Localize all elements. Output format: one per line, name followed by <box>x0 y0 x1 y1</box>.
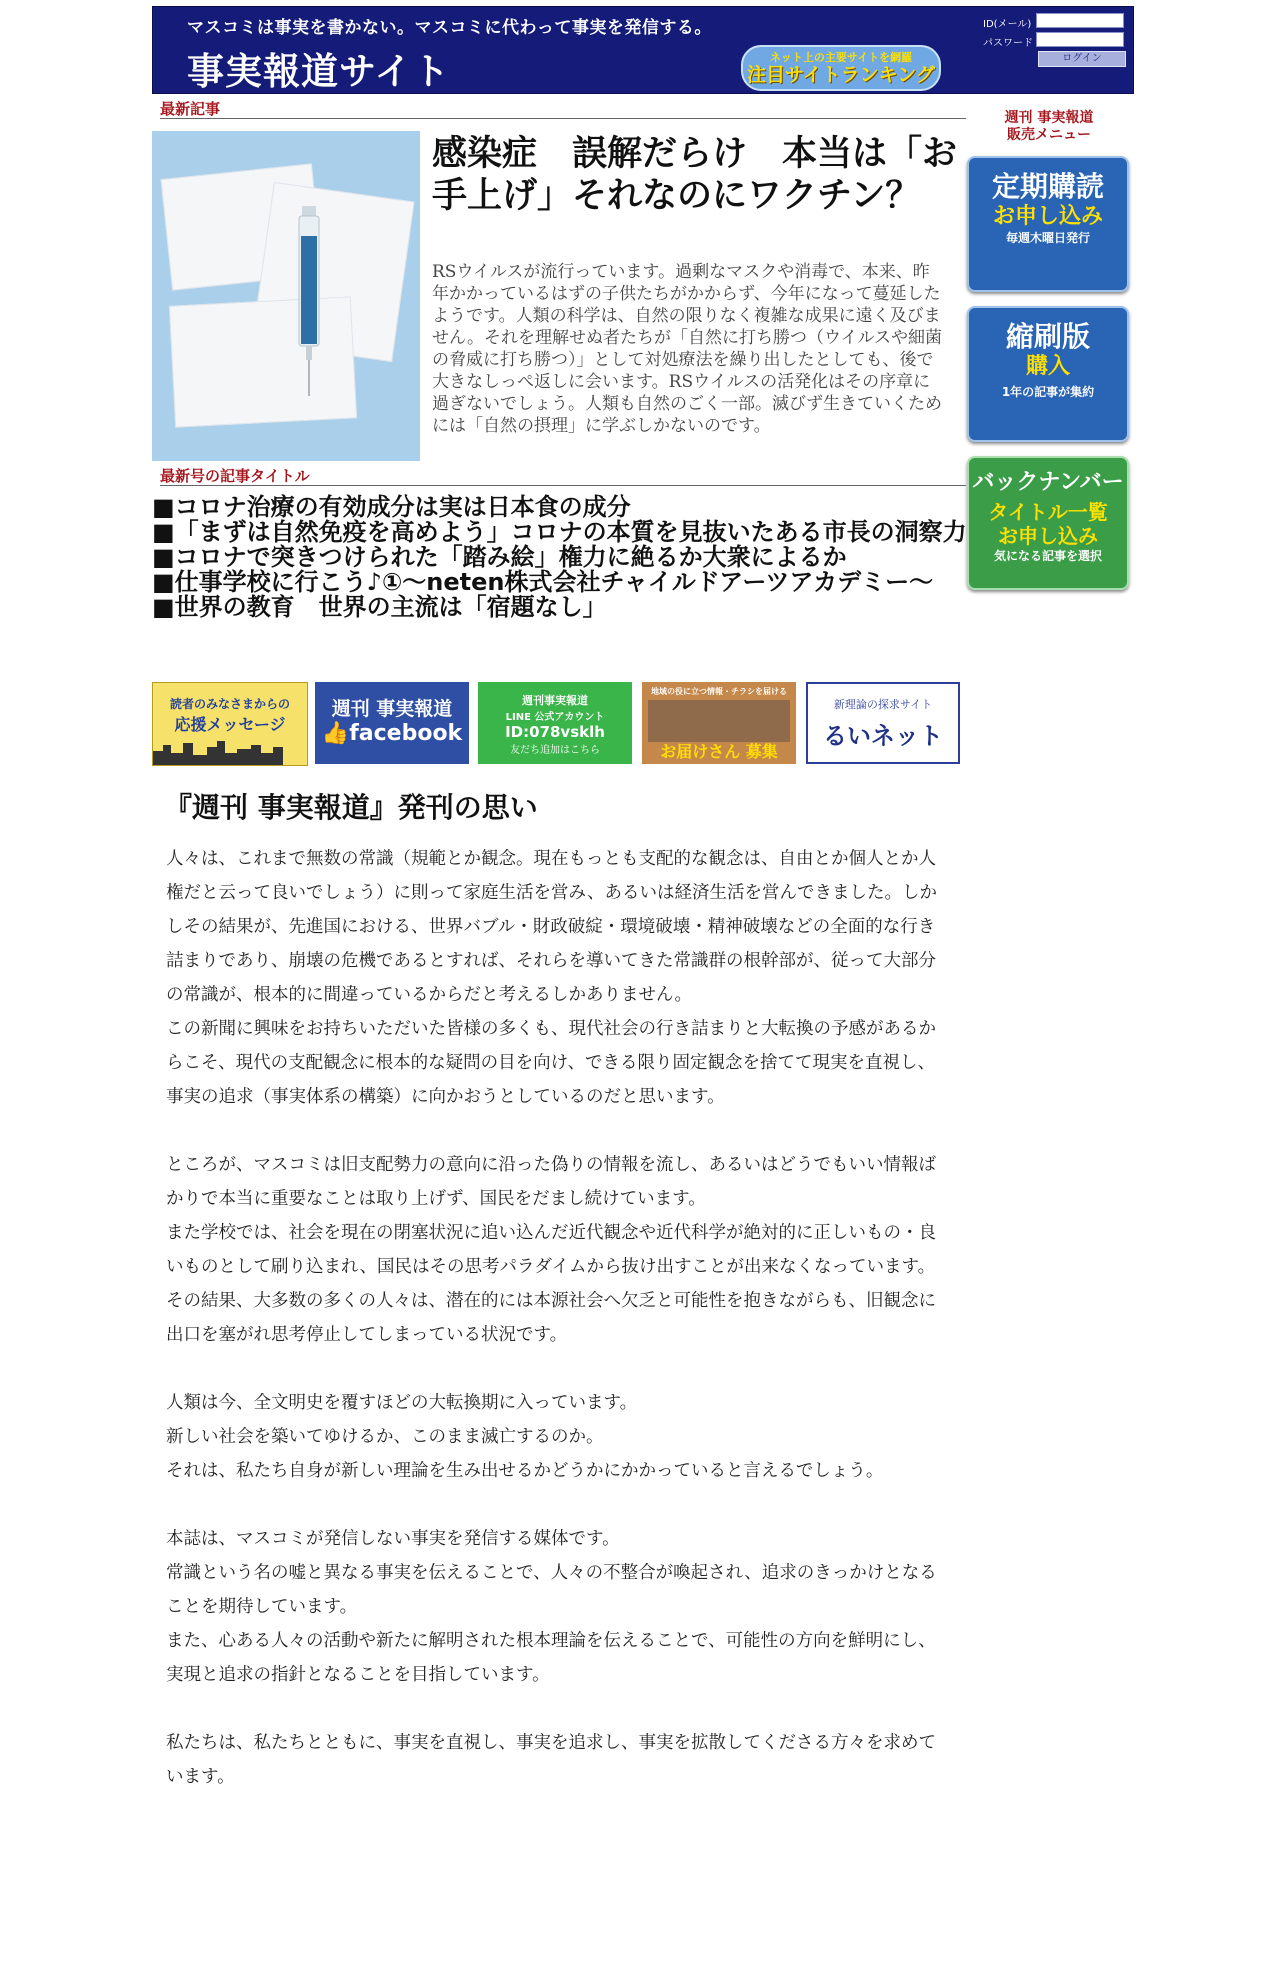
people-photo <box>648 700 790 742</box>
login-button[interactable]: ログイン <box>1038 51 1126 67</box>
login-form <box>983 13 1128 64</box>
line-id: ID:078vsklh <box>505 723 605 741</box>
button-text: 購入 <box>1025 354 1070 379</box>
button-text: 毎週木曜日発行 <box>1005 231 1090 245</box>
button-text: お申し込み <box>998 524 1098 548</box>
issue-titles-header: 最新号の記事タイトル <box>160 469 966 486</box>
button-text: 1年の記事が集約 <box>1001 385 1095 399</box>
paragraph-gap <box>166 1488 952 1522</box>
issue-title-item[interactable]: ■コロナ治療の有効成分は実は日本食の成分 <box>152 493 631 521</box>
mission-text <box>166 842 952 1794</box>
banner-text: 新理論の探求サイト <box>833 698 933 711</box>
button-text: 縮刷版 <box>1005 320 1090 353</box>
issue-title-item[interactable]: ■世界の教育 世界の主流は「宿題なし」 <box>152 593 607 621</box>
rui-net-logo: るいネット <box>823 722 943 750</box>
delivery-recruit-banner[interactable] <box>642 682 796 764</box>
site-title[interactable]: 事実報道サイト <box>187 49 451 93</box>
mission-paragraph: ところが、マスコミは旧支配勢力の意向に沿った偽りの情報を流し、あるいはどうでもいい情報ばかりで本当に重要なことは取り上げず、国民をだまし続けています。 <box>166 1155 936 1209</box>
mission-paragraph: 人類は今、全文明史を覆すほどの大転換期に入っています。 <box>166 1393 638 1413</box>
article-image[interactable] <box>152 131 420 461</box>
banner-text: 読者のみなさまからの <box>169 697 290 711</box>
compact-edition-button[interactable] <box>967 306 1129 442</box>
issue-title-item[interactable]: ■「まずは自然免疫を高めよう」コロナの本質を見抜いたある市長の洞察力 <box>152 518 967 546</box>
banner-text: LINE 公式アカウント <box>505 712 605 723</box>
issue-title-list <box>152 495 972 620</box>
sales-menu-title <box>974 110 1124 144</box>
mission-paragraph: 人々は、これまで無数の常識（規範とか観念。現在もっとも支配的な観念は、自由とか個人とか人権だと云って良いでしょう）に則って家庭生活を営み、あるいは経済生活を営んできました。しかしその結果が、先進国における、世界バブル・財政破綻・環境破壊・精神破壊などの全面的な行き詰まりであり、崩壊の危機であるとすれば、それらを導いてきた常識群の根幹部が、従って大部分の常識が、根本的に間違っているからだと考えるしかありません。 <box>166 849 938 1005</box>
button-text: 気になる記事を選択 <box>993 549 1102 563</box>
syringe-icon <box>292 206 326 396</box>
id-label: ID(メール) <box>983 19 1032 30</box>
mission-paragraph: 新しい社会を築いてゆけるか、このまま滅亡するのか。 <box>166 1427 604 1447</box>
paragraph-gap <box>166 1352 952 1386</box>
email-field[interactable] <box>1036 13 1124 28</box>
document-graphic <box>169 296 357 427</box>
password-field[interactable] <box>1036 32 1124 47</box>
cityscape-icon <box>153 739 307 765</box>
menu-title-line: 週刊 事実報道 <box>1004 110 1094 126</box>
facebook-banner[interactable] <box>315 682 469 764</box>
mission-paragraph: それは、私たち自身が新しい理論を生み出せるかどうかにかかっていると言えるでしょう。 <box>166 1461 884 1481</box>
banner-text: 週刊事実報道 <box>522 694 588 707</box>
subscription-button[interactable] <box>967 156 1129 292</box>
button-text: お申し込み <box>992 204 1103 229</box>
mission-paragraph: 本誌は、マスコミが発信しない事実を発信する媒体です。 <box>166 1529 620 1549</box>
mission-paragraph: 常識という名の嘘と異なる事実を伝えることで、人々の不整合が喚起され、追求のきっかけとなることを期待しています。 <box>166 1563 937 1617</box>
paragraph-gap <box>166 1692 952 1726</box>
article-excerpt: RSウイルスが流行っています。過剰なマスクや消毒で、本来、昨年かかっているはずの子供たちがかからず、今年になって蔓延したようです。人類の科学は、自然の限りなく複雑な成果に遠く及びません。それを理解せぬ者たちが「自然に打ち勝つ（ウイルスや細菌の脅威に打ち勝つ）」として対処療法を繰り出したとしても、後で大きなしっぺ返しに会います。RSウイルスの活発化はその序章に過ぎないでしょう。人類も自然のごく一部。滅びず生きていくためには「自然の摂理」に学ぶしかないのです。 <box>432 262 942 436</box>
banner-text: 応援メッセージ <box>174 715 286 734</box>
paragraph-gap <box>166 1114 952 1148</box>
banner-text: 週刊 事実報道 <box>331 698 453 720</box>
site-header <box>152 6 1134 94</box>
article-title[interactable]: 感染症 誤解だらけ 本当は「お手上げ」それなのにワクチン？ <box>432 134 958 216</box>
thumbs-up-icon: 👍 <box>321 721 350 746</box>
mission-title: 『週刊 事実報道』発刊の思い <box>164 791 538 824</box>
mission-paragraph: この新聞に興味をお持ちいただいた皆様の多くも、現代社会の行き詰まりと大転換の予感があるからこそ、現代の支配観念に根本的な疑問の目を向け、できる限り固定観念を捨てて現実を直視し、事実の追求（事実体系の構築）に向かおうとしているのだと思います。 <box>166 1019 936 1107</box>
mission-paragraph: 私たちは、私たちとともに、事実を直視し、事実を追求し、事実を拡散してくださる方々を求めています。 <box>166 1733 936 1787</box>
menu-title-line: 販売メニュー <box>1007 127 1091 143</box>
button-text: タイトル一覧 <box>988 500 1108 524</box>
mission-paragraph: また、心ある人々の活動や新たに解明された根本理論を伝えることで、可能性の方向を鮮明にし、実現と追求の指針となることを目指しています。 <box>166 1631 936 1685</box>
password-label: パスワード <box>983 38 1033 49</box>
latest-section-header: 最新記事 <box>160 102 966 119</box>
banner-text: お届けさん 募集 <box>660 742 778 761</box>
banner-text: 友だち追加はこちら <box>510 745 600 756</box>
mission-paragraph: その結果、大多数の多くの人々は、潜在的には本源社会へ欠乏と可能性を抱きながらも、旧観念に出口を塞がれ思考停止してしまっている状況です。 <box>166 1291 936 1345</box>
site-tagline: マスコミは事実を書かない。マスコミに代わって事実を発信する。 <box>187 18 712 38</box>
mission-paragraph: また学校では、社会を現在の閉塞状況に追い込んだ近代観念や近代科学が絶対的に正しいもの・良いものとして刷り込まれ、国民はその思考パラダイムから抜け出すことが出来なくなっています。 <box>166 1223 936 1277</box>
issue-title-item[interactable]: ■仕事学校に行こう♪①～neten株式会社チャイルドアーツアカデミー～ <box>152 568 934 596</box>
banner-row <box>152 682 972 764</box>
button-text: 定期購読 <box>991 170 1104 203</box>
rui-net-banner[interactable] <box>806 682 960 764</box>
line-banner[interactable] <box>478 682 632 764</box>
facebook-label: facebook <box>349 721 463 746</box>
back-number-button[interactable] <box>967 456 1129 590</box>
ranking-label: 注目サイトランキング <box>746 64 936 86</box>
reader-messages-banner[interactable] <box>152 682 308 766</box>
banner-text: 地域の役に立つ情報・チラシを届ける <box>651 687 787 696</box>
ranking-subtitle: ネット上の主要サイトを網羅 <box>769 51 913 64</box>
button-text: バックナンバー <box>972 470 1124 495</box>
site-ranking-button[interactable] <box>741 45 941 91</box>
issue-title-item[interactable]: ■コロナで突きつけられた「踏み絵」権力に絶るか大衆によるか <box>152 543 847 571</box>
banner-text <box>315 721 469 746</box>
